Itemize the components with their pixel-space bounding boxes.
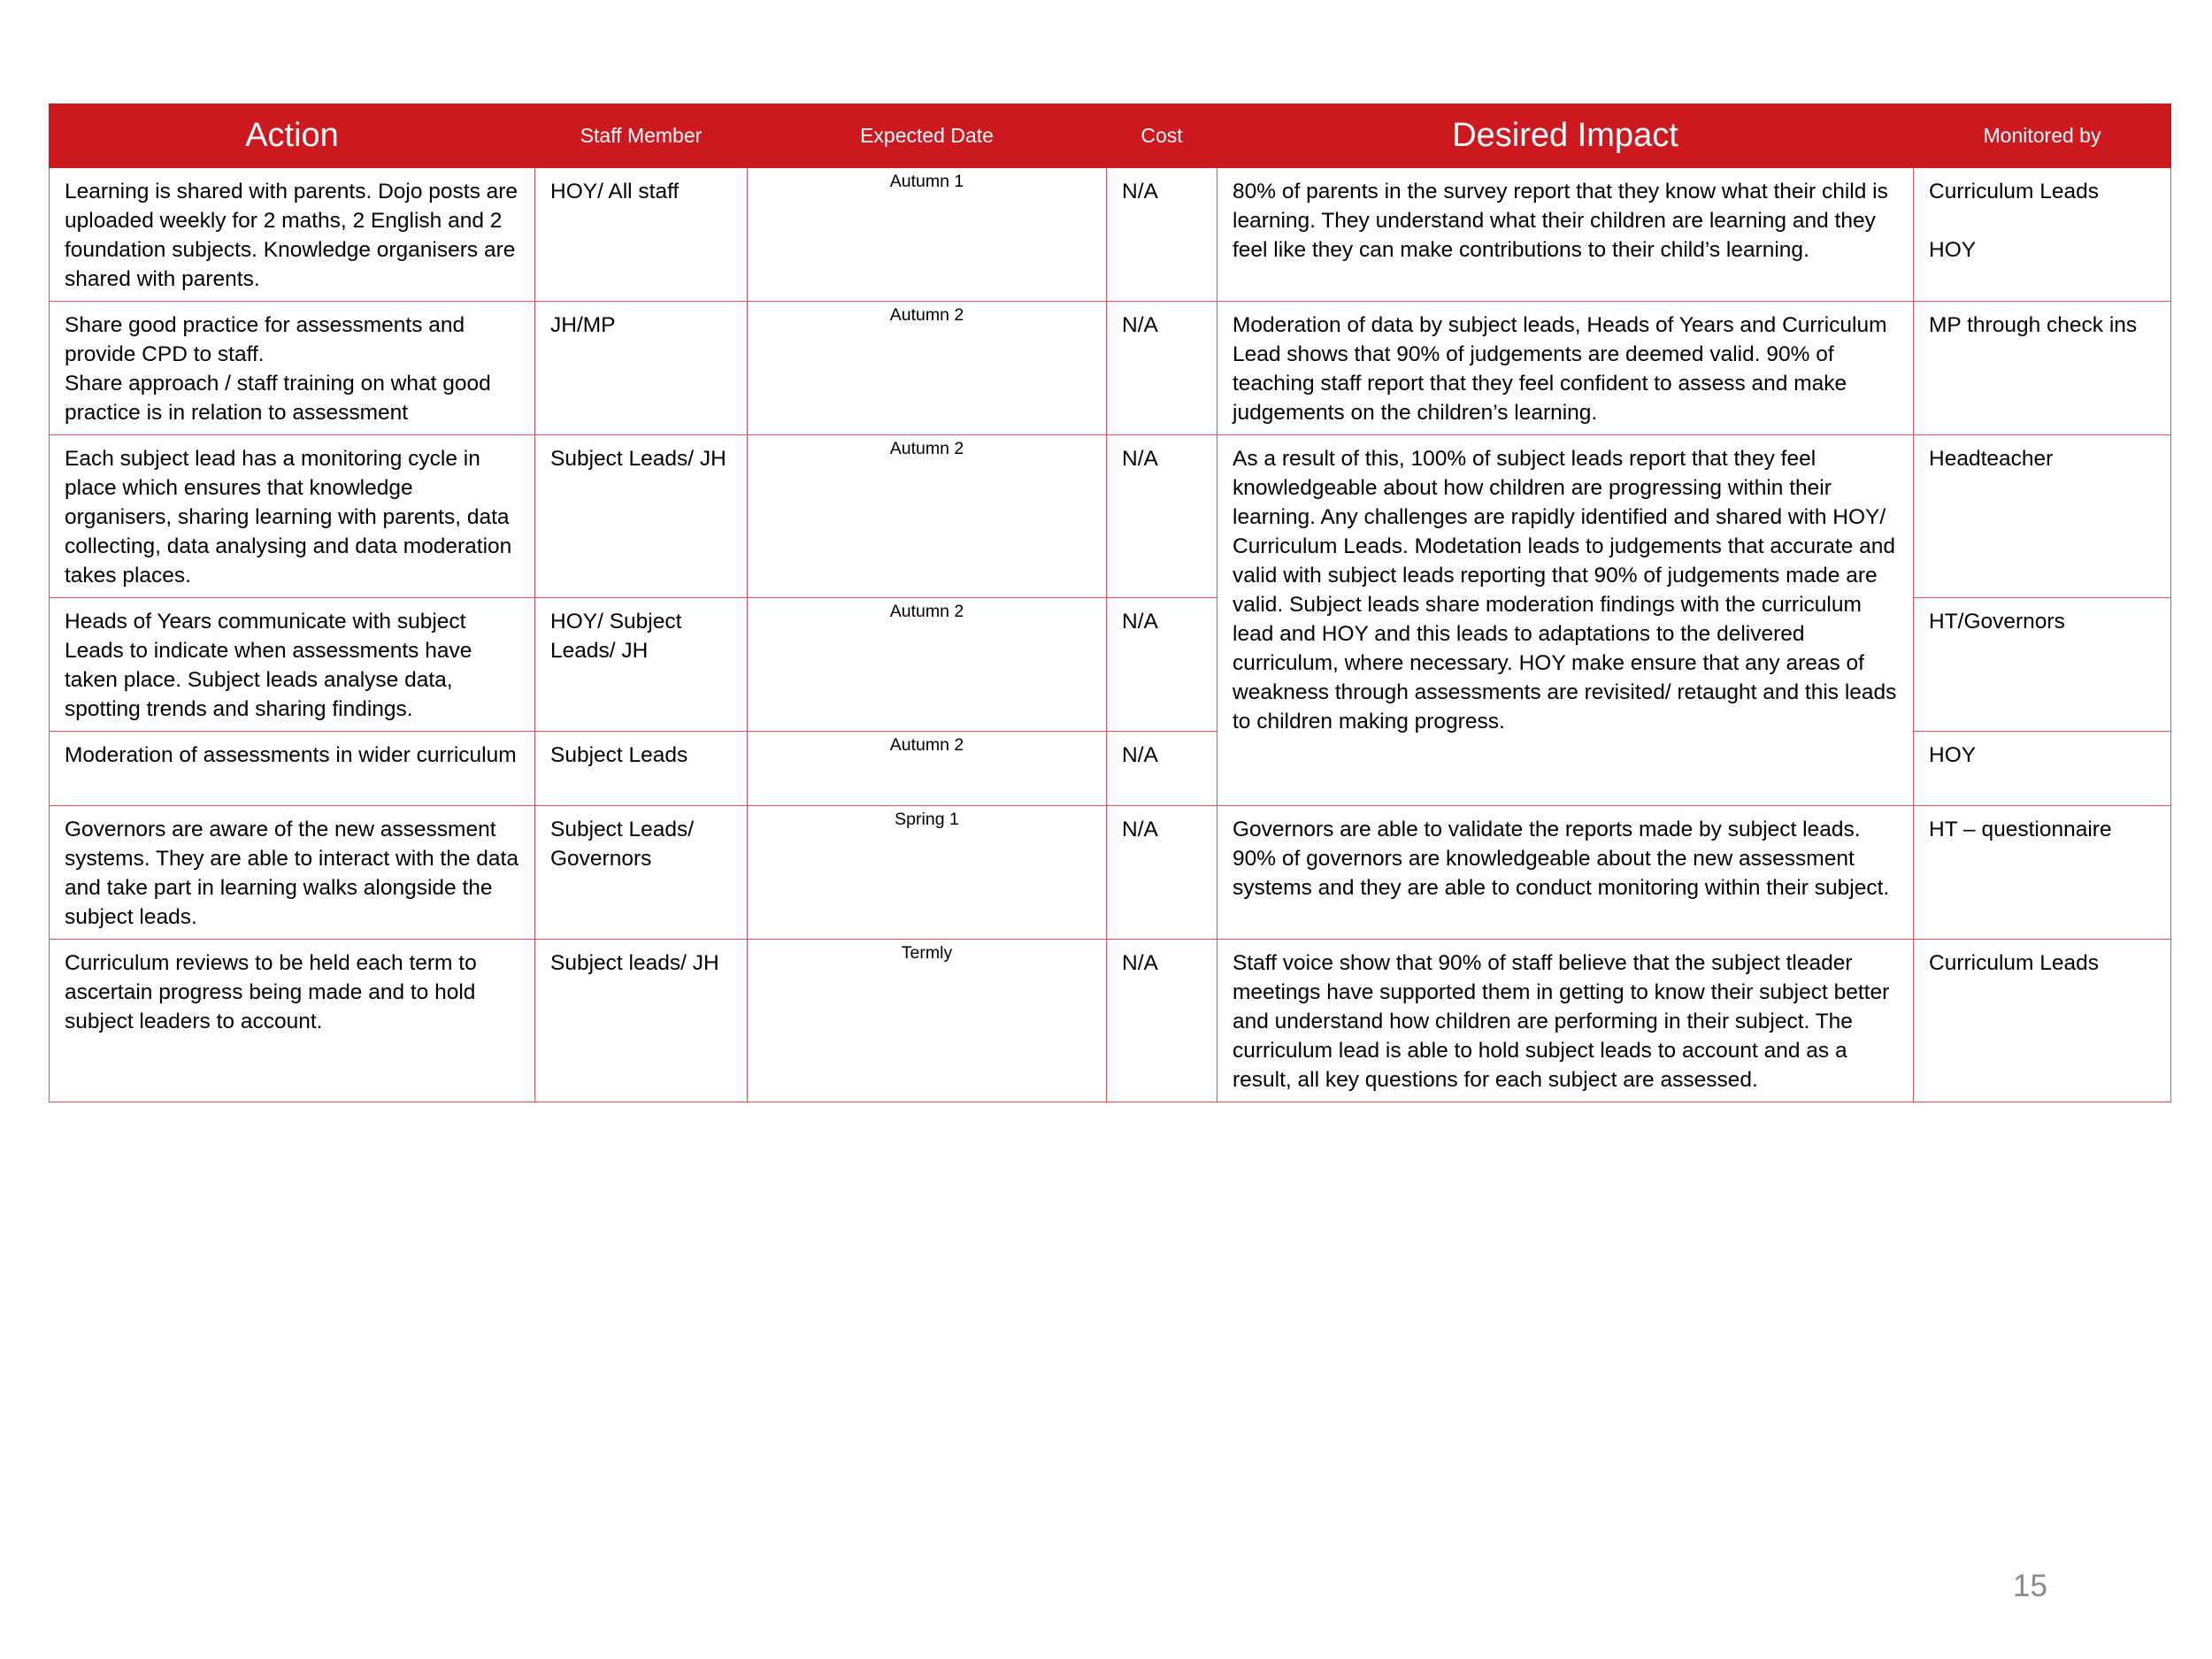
action-cell: Heads of Years communicate with subject Leads to indicate when assessments have taken place. Subject leads analyse data, spotting trends and sharing findings. [50, 598, 535, 732]
date-cell: Termly [748, 940, 1107, 1102]
monitored-cell [1914, 168, 2171, 302]
impact-cell: As a result of this, 100% of subject leads report that they feel knowledgeable about how children are progressing within their learning. Any challenges are rapidly identified and shared with HOY/ Curriculum Leads. Modetation leads to judgements that accurate and valid with subject leads reporting that 90% of judgements made are valid. Subject leads share moderation findings with the curriculum lead and HOY and this leads to adaptations to the delivered curriculum, where necessary. HOY make ensure that any areas of weakness through assessments are revisited/ retaught and this leads to children making progress. [1217, 435, 1914, 806]
monitored-line: Curriculum Leads [1929, 180, 2099, 204]
monitored-cell: HT – questionnaire [1914, 806, 2171, 940]
action-line: Share good practice for assessments and provide CPD to staff. [65, 313, 465, 366]
cost-cell: N/A [1107, 732, 1217, 806]
monitored-cell: Headteacher [1914, 435, 2171, 598]
action-plan-table [49, 104, 2171, 1102]
header-action: Action [50, 104, 535, 168]
staff-cell: HOY/ All staff [535, 168, 748, 302]
table-row [50, 168, 2171, 302]
date-cell: Autumn 1 [748, 168, 1107, 302]
action-cell: Moderation of assessments in wider curriculum [50, 732, 535, 806]
header-monitored-by: Monitored by [1914, 104, 2171, 168]
staff-cell: Subject Leads/ Governors [535, 806, 748, 940]
action-line: Share approach / staff training on what good practice is in relation to assessment [65, 372, 491, 425]
header-expected-date: Expected Date [748, 104, 1107, 168]
date-cell: Autumn 2 [748, 732, 1107, 806]
date-cell: Spring 1 [748, 806, 1107, 940]
monitored-cell: Curriculum Leads [1914, 940, 2171, 1102]
impact-cell: Moderation of data by subject leads, Heads of Years and Curriculum Lead shows that 90% of judgements are deemed valid. 90% of teaching staff report that they feel confident to assess and make judgements on the children’s learning. [1217, 302, 1914, 435]
header-cost: Cost [1107, 104, 1217, 168]
staff-cell: Subject Leads [535, 732, 748, 806]
staff-cell: Subject leads/ JH [535, 940, 748, 1102]
staff-cell: JH/MP [535, 302, 748, 435]
page-number: 15 [2013, 1569, 2047, 1603]
cost-cell: N/A [1107, 168, 1217, 302]
cost-cell: N/A [1107, 302, 1217, 435]
action-cell: Governors are aware of the new assessment systems. They are able to interact with the data and take part in learning walks alongside the subject leads. [50, 806, 535, 940]
impact-cell: 80% of parents in the survey report that they know what their child is learning. They understand what their children are learning and they feel like they can make contributions to their child’s learning. [1217, 168, 1914, 302]
date-cell: Autumn 2 [748, 302, 1107, 435]
monitored-cell: HT/Governors [1914, 598, 2171, 732]
cost-cell: N/A [1107, 598, 1217, 732]
staff-cell: HOY/ Subject Leads/ JH [535, 598, 748, 732]
cost-cell: N/A [1107, 806, 1217, 940]
header-desired-impact: Desired Impact [1217, 104, 1914, 168]
action-cell: Curriculum reviews to be held each term to ascertain progress being made and to hold subject leaders to account. [50, 940, 535, 1102]
date-cell: Autumn 2 [748, 598, 1107, 732]
table-row [50, 435, 2171, 598]
table-row [50, 940, 2171, 1102]
cost-cell: N/A [1107, 435, 1217, 598]
action-cell: Each subject lead has a monitoring cycle in place which ensures that knowledge organisers, sharing learning with parents, data collecting, data analysing and data moderation takes places. [50, 435, 535, 598]
action-cell: Learning is shared with parents. Dojo posts are uploaded weekly for 2 maths, 2 English and 2 foundation subjects. Knowledge organisers are shared with parents. [50, 168, 535, 302]
header-staff-member: Staff Member [535, 104, 748, 168]
table-header-row [50, 104, 2171, 168]
monitored-cell: MP through check ins [1914, 302, 2171, 435]
date-cell: Autumn 2 [748, 435, 1107, 598]
monitored-cell: HOY [1914, 732, 2171, 806]
table-row [50, 302, 2171, 435]
monitored-line: HOY [1929, 238, 1977, 262]
action-cell [50, 302, 535, 435]
table-row [50, 806, 2171, 940]
impact-cell: Staff voice show that 90% of staff believe that the subject tleader meetings have supported them in getting to know their subject better and understand how children are performing in their subject. The curriculum lead is able to hold subject leads to account and as a result, all key questions for each subject are assessed. [1217, 940, 1914, 1102]
impact-cell: Governors are able to validate the reports made by subject leads. 90% of governors are knowledgeable about the new assessment systems and they are able to conduct monitoring within their subject. [1217, 806, 1914, 940]
cost-cell: N/A [1107, 940, 1217, 1102]
staff-cell: Subject Leads/ JH [535, 435, 748, 598]
